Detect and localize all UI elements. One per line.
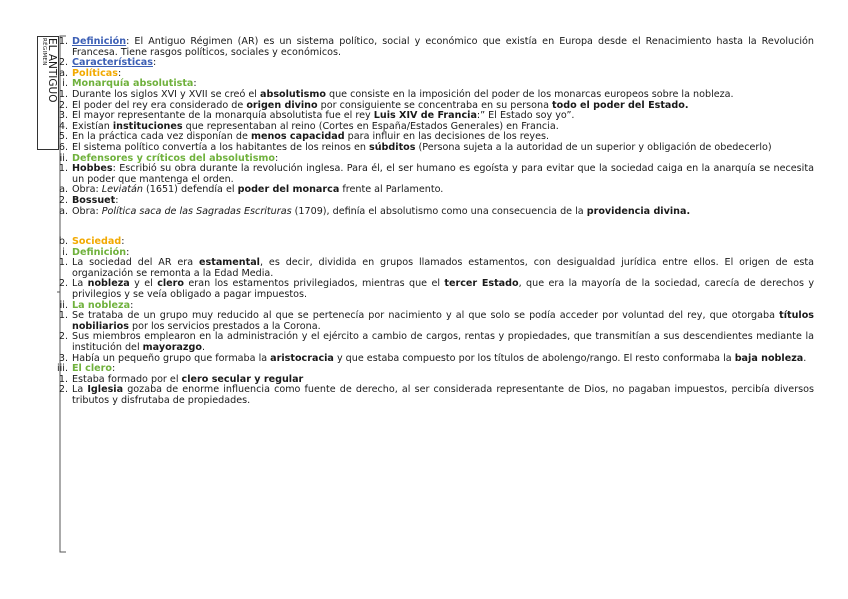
list-item: 1. Hobbes: Escribió su obra durante la revolución inglesa. Para él, el ser humano es egoísta y para evitar que la sociedad caiga en la anarquía se necesita un poder que mantenga el orden. xyxy=(58,163,814,185)
subsection-heading: i. Definición: xyxy=(62,246,130,258)
list-item: 3. Había un pequeño grupo que formaba la aristocracia y que estaba compuesto por los títulos de abolengo/rango. El resto conformaba la baja nobleza. xyxy=(58,352,807,364)
list-item: 1. Definición: El Antiguo Régimen (AR) es un sistema político, social y económico que existía en Europa desde el Renacimiento hasta la Revolución Francesa. Tiene rasgos políticos, sociales y económicos. xyxy=(58,36,814,58)
list-item: 1. Estaba formado por el clero secular y regular xyxy=(58,373,304,385)
list-item: 2. La nobleza y el clero eran los estamentos privilegiados, mientras que el tercer Estado, que era la mayoría de la sociedad, carecía de derechos y privilegios y se veía obligado a pagar impuestos. xyxy=(58,278,815,301)
list-item: 5. En la práctica cada vez disponían de menos capacidad para influir en las decisiones de los reyes. xyxy=(58,131,550,143)
list-item: 2. Características: xyxy=(58,57,157,69)
list-item: a. Obra: Política saca de las Sagradas Escrituras (1709), definía el absolutismo como una consecuencia de la providencia divina. xyxy=(59,205,691,217)
features-link[interactable]: Características xyxy=(72,57,153,69)
subsection-heading: ii. La nobleza: xyxy=(59,299,134,311)
list-item: 1. Se trataba de un grupo muy reducido al que se pertenecía por nacimiento y al que solo se podía acceder por voluntad del rey, que otorgaba títulos nobiliarios por los servicios prestados a la Corona. xyxy=(58,310,814,332)
list-item: 2. El poder del rey era considerado de origen divino por consiguiente se concentraba en su persona todo el poder del Estado. xyxy=(58,99,689,111)
definition-link[interactable]: Definición xyxy=(72,36,127,47)
list-item: 2. Bossuet: xyxy=(58,194,119,206)
subsection-heading: i. Monarquía absolutista: xyxy=(62,78,197,90)
list-item: a. Obra: Leviatán (1651) defendía el poder del monarca frente al Parlamento. xyxy=(59,184,444,196)
list-item: 3. El mayor representante de la monarquía absolutista fue el rey Luis XIV de Francia:” El Estado soy yo”. xyxy=(58,110,575,122)
list-item: 2. La Iglesia gozaba de enorme influencia como fuente de derecho, al ser considerada representante de Dios, no pagaban impuestos, percibía diversos tributos y disfrutaba de propiedades. xyxy=(58,384,815,406)
list-item: 1. Durante los siglos XVI y XVII se creó el absolutismo que consiste en la imposición del poder de los monarcas europeos sobre la nobleza. xyxy=(58,88,734,100)
list-item: 4. Existían instituciones que representaban al reino (Cortes en España/Estados Generales) en Francia. xyxy=(58,120,559,132)
list-item: 1. La sociedad del AR era estamental, es decir, dividida en grupos llamados estamentos, con desigualdad jurídica entre ellos. El origen de esta organización se remonta a la Edad Media. xyxy=(58,257,815,279)
section-heading: b. Sociedad: xyxy=(58,236,125,248)
section-heading: a. Políticas: xyxy=(59,67,122,79)
subsection-heading: ii. Defensores y críticos del absolutismo: xyxy=(59,152,279,164)
document-body xyxy=(56,36,815,407)
sidebar-title-sub: RÉGIMEN xyxy=(41,38,47,66)
spacer xyxy=(72,217,814,237)
sidebar-title-main: EL ANTIGUO xyxy=(46,38,58,103)
subsection-heading: iii. El clero: xyxy=(56,363,116,375)
list-item: 2. Sus miembros emplearon en la administración y el ejército a cambio de cargos, rentas y propiedades, que transmitían a sus descendientes mediante la institución del mayorazgo. xyxy=(58,331,814,354)
list-item: 6. El sistema político convertía a los habitantes de los reinos en súbditos (Persona sujeta a la autoridad de un superior y obligación de obedecerlo) xyxy=(58,141,772,153)
